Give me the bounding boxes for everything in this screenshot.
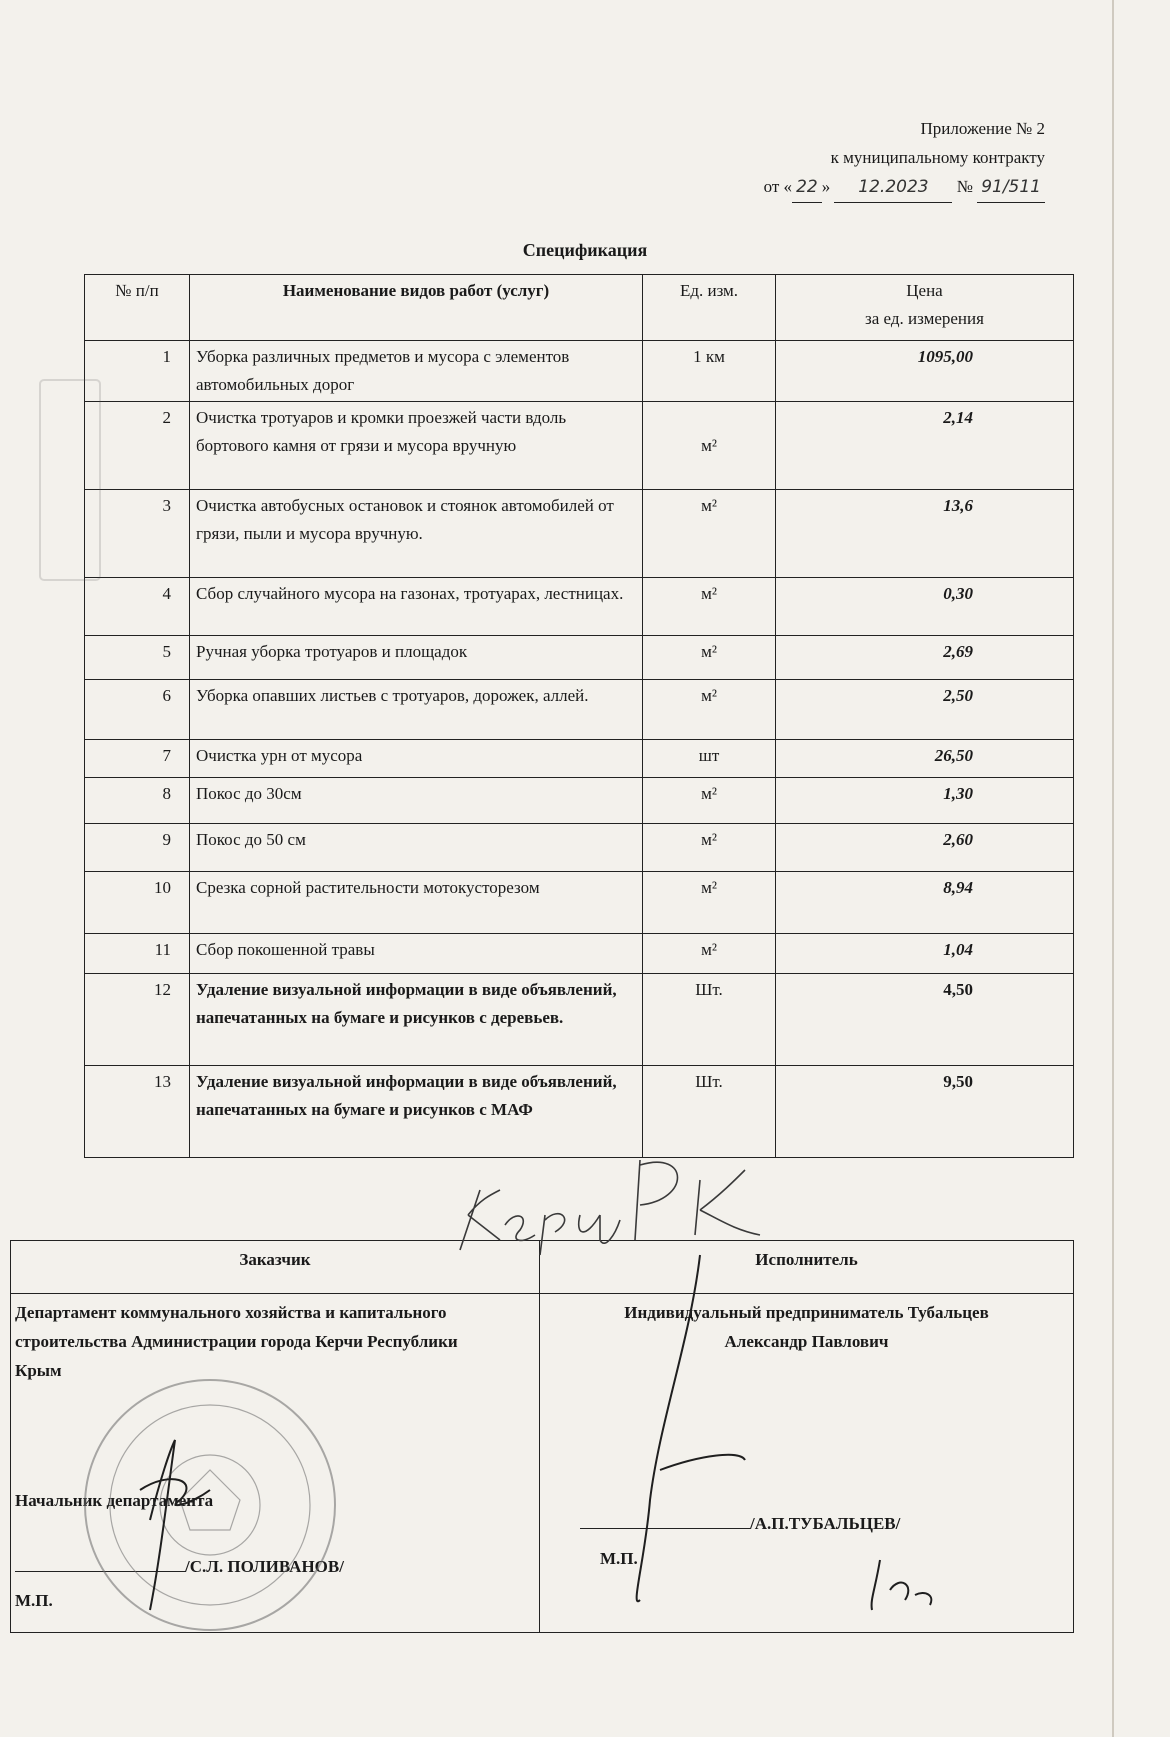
table-row: 4 Сбор случайного мусора на газонах, тротуарах, лестницах. м² 0,30 <box>85 578 1074 636</box>
customer-signature-line <box>15 1552 495 1581</box>
table-row: 1 Уборка различных предметов и мусора с элементов автомобильных дорог 1 км 1095,00 <box>85 341 1074 402</box>
parties-table <box>10 1240 1074 1633</box>
specification-table <box>84 274 1074 1158</box>
executor-organization: Индивидуальный предприниматель Тубальцев Александр Павлович <box>624 1303 989 1351</box>
table-row: 10 Срезка сорной растительности мотокусторезом м² 8,94 <box>85 872 1074 934</box>
table-row: 13 Удаление визуальной информации в виде объявлений, напечатанных на бумаге и рисунков с МАФ Шт. 9,50 <box>85 1066 1074 1158</box>
table-row: 11 Сбор покошенной травы м² 1,04 <box>85 934 1074 974</box>
header-num: № п/п <box>85 275 190 341</box>
table-row: 5 Ручная уборка тротуаров и площадок м² 2,69 <box>85 636 1074 680</box>
customer-header: Заказчик <box>11 1241 540 1294</box>
annex-line-1: Приложение № 2 <box>920 119 1045 138</box>
annex-date: 12.2023 <box>834 173 952 203</box>
annex-date-number: от « 22 » 12.2023 № 91/511 <box>764 172 1045 203</box>
annex-number: 91/511 <box>977 173 1045 203</box>
annex-day: 22 <box>792 173 822 203</box>
table-row: 6 Уборка опавших листьев с тротуаров, дорожек, аллей. м² 2,50 <box>85 680 1074 740</box>
executor-signatory: /А.П.ТУБАЛЬЦЕВ/ <box>750 1514 901 1533</box>
table-row: 7 Очистка урн от мусора шт 26,50 <box>85 740 1074 778</box>
annex-header <box>764 114 1045 203</box>
document-title: Спецификация <box>522 240 648 260</box>
executor-signature-line <box>580 1509 900 1538</box>
table-row: 9 Покос до 50 см м² 2,60 <box>85 824 1074 872</box>
table-row: 3 Очистка автобусных остановок и стоянок автомобилей от грязи, пыли и мусора вручную. м² 13,6 <box>85 490 1074 578</box>
table-row: 12 Удаление визуальной информации в виде объявлений, напечатанных на бумаге и рисунков с деревьев. Шт. 4,50 <box>85 974 1074 1066</box>
header-name: Наименование видов работ (услуг) <box>190 275 643 341</box>
table-row: 2 Очистка тротуаров и кромки проезжей части вдоль бортового камня от грязи и мусора вручную м² 2,14 <box>85 402 1074 490</box>
customer-organization: Департамент коммунального хозяйства и капитального строительства Администрации города Керчи Республики Крым <box>15 1303 458 1380</box>
customer-cell <box>11 1294 540 1633</box>
signature-blank <box>15 1571 185 1572</box>
customer-position: Начальник департамента <box>15 1491 214 1510</box>
header-price: Цена за ед. измерения <box>776 275 1074 341</box>
executor-header: Исполнитель <box>540 1241 1074 1294</box>
table-header-row <box>85 275 1074 341</box>
executor-cell <box>540 1294 1074 1633</box>
customer-stamp-place: М.П. <box>15 1591 53 1610</box>
annex-line-2: к муниципальному контракту <box>830 148 1045 167</box>
customer-signatory: /С.Л. ПОЛИВАНОВ/ <box>185 1557 344 1576</box>
executor-stamp-place: М.П. <box>600 1549 638 1568</box>
header-unit: Ед. изм. <box>643 275 776 341</box>
table-row: 8 Покос до 30см м² 1,30 <box>85 778 1074 824</box>
signature-blank <box>580 1528 750 1529</box>
